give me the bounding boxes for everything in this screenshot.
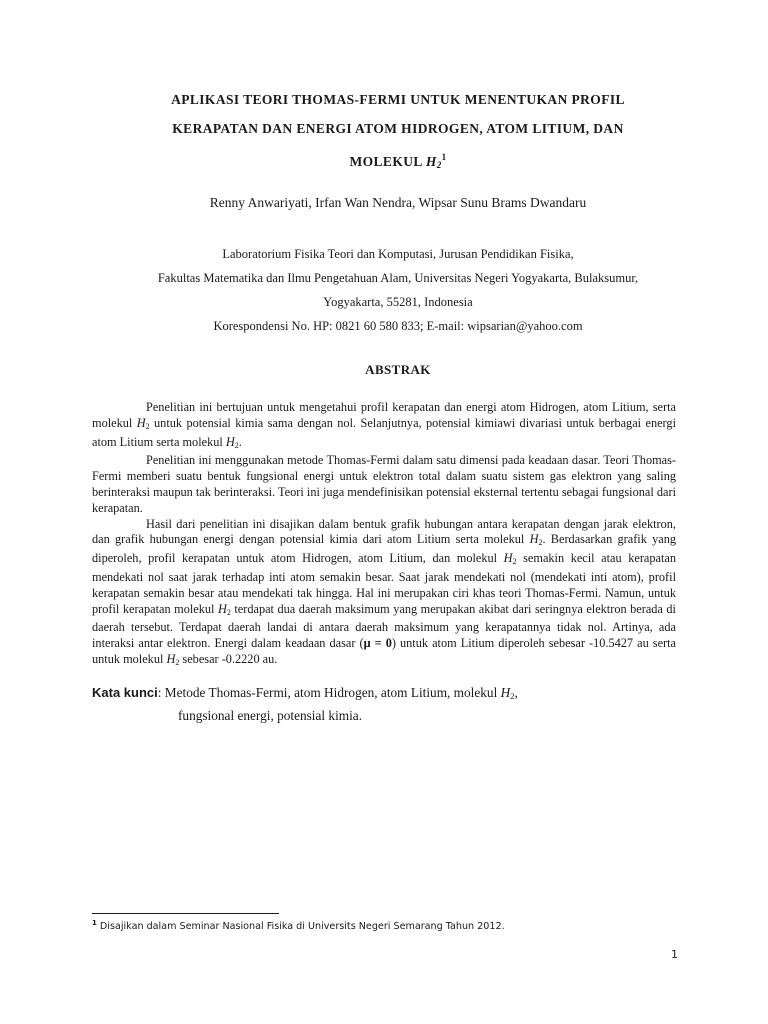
- chemical-potential-equation: μ = 0: [363, 636, 392, 651]
- molecule-subscript: 2: [512, 557, 517, 567]
- abstract-text: Penelitian ini bertujuan untuk mengetahui profil kerapatan dan energi atom Hidrogen, atom Litium, serta molekul: [92, 400, 676, 430]
- keywords-text: : Metode Thomas-Fermi, atom Hidrogen, atom Litium, molekul: [157, 685, 501, 700]
- title-molecule-symbol: H: [425, 154, 437, 169]
- abstract-text: .: [238, 434, 242, 449]
- molecule-symbol: H: [217, 601, 227, 616]
- molecule-subscript: 2: [226, 607, 231, 617]
- footnote: [92, 919, 692, 932]
- abstract-text: semakin kecil atau kerapatan mendekati nol saat jarak terhadap inti atom semakin besar. Saat jarak mendekati nol (mendekati inti atom), profil kerapatan semakin besar atau mendekati tak hingga. Hal ini merupakan ciri khas teori Thomas-Fermi. Namun, untuk profil kerapatan molekul: [92, 551, 677, 616]
- title-line-3: [92, 143, 704, 180]
- keywords-molecule-subscript: 2: [510, 691, 515, 701]
- molecule-subscript: 2: [145, 421, 150, 431]
- abstract-paragraph-3: [92, 517, 676, 671]
- title-footnote-marker: 1: [441, 152, 447, 162]
- molecule-symbol: H: [503, 551, 513, 566]
- keywords-label: Kata kunci: [92, 685, 158, 700]
- correspondence-line: Korespondensi No. HP: 0821 60 580 833; E-mail: wipsarian@yahoo.com: [213, 319, 583, 333]
- molecule-symbol: H: [166, 651, 176, 666]
- author-list: Renny Anwariyati, Irfan Wan Nendra, Wipsar Sunu Brams Dwandaru: [209, 195, 587, 210]
- abstract-paragraph-1: [92, 400, 676, 453]
- abstract-text: untuk potensial kimia sama dengan nol. Selanjutnya, potensial kimiawi divariasi untuk berbagai energi atom Litium serta molekul: [92, 415, 676, 449]
- affiliation-line-2: Fakultas Matematika dan Ilmu Pengetahuan Alam, Universitas Negeri Yogyakarta, Bulaksumur,: [157, 271, 639, 285]
- molecule-subscript: 2: [175, 657, 180, 667]
- affiliation-line-3: Yogyakarta, 55281, Indonesia: [323, 295, 473, 309]
- title-line-1: APLIKASI TEORI THOMAS-FERMI UNTUK MENENTUKAN PROFIL: [171, 92, 625, 107]
- keywords-text-end: ,: [514, 685, 518, 700]
- abstract-text: . Berdasarkan grafik yang diperoleh, profil kerapatan untuk atom Hidrogen, atom Litium, dan molekul: [92, 532, 676, 566]
- molecule-symbol: H: [529, 532, 539, 547]
- abstract-body: [92, 400, 676, 671]
- molecule-symbol: H: [136, 415, 146, 430]
- molecule-subscript: 2: [234, 440, 239, 450]
- paper-title: [92, 86, 704, 180]
- molecule-symbol: H: [225, 434, 235, 449]
- affiliation-line-1: Laboratorium Fisika Teori dan Komputasi, Jurusan Pendidikan Fisika,: [222, 247, 574, 261]
- abstract-text: ) untuk atom Litium diperoleh sebesar -10.5427 au serta untuk molekul: [92, 636, 676, 666]
- molecule-subscript: 2: [538, 538, 543, 548]
- footnote-divider: [92, 913, 279, 914]
- abstract-text: sebesar -0.2220 au.: [179, 651, 278, 666]
- footnote-marker: 1: [92, 919, 97, 927]
- keywords-molecule-symbol: H: [500, 685, 511, 700]
- title-line-2: KERAPATAN DAN ENERGI ATOM HIDROGEN, ATOM LITIUM, DAN: [172, 120, 624, 136]
- abstract-text: Hasil dari penelitian ini disajikan dalam bentuk grafik hubungan antara kerapatan dengan jarak elektron, dan grafik hubungan energi dengan potensial kimia dari atom Litium serta molekul: [92, 516, 676, 547]
- abstract-heading: ABSTRAK: [365, 362, 431, 377]
- title-molecule-subscript: 2: [436, 160, 442, 170]
- abstract-text: terdapat dua daerah maksimum yang merupakan akibat dari seringnya elektron berada di daerah tersebut. Terdapat daerah landai di antara daerah maksimum yang kerapatannya tidak nol. Artinya, ada interaksi antar elektron. Energi dalam keadaan dasar (: [92, 601, 676, 651]
- title-line-3-text: MOLEKUL: [349, 154, 426, 169]
- page-number: 1: [671, 948, 678, 961]
- keywords: [92, 683, 692, 725]
- affiliation: [80, 242, 716, 338]
- abstract-paragraph-2: Penelitian ini menggunakan metode Thomas-Fermi dalam satu dimensi pada keadaan dasar. Teori Thomas-Fermi memberi suatu bentuk fungsional energi untuk elektron total dalam suatu sistem gas elektron yang saling berinteraksi maupun tak berinteraksi. Teori ini juga mendefinisikan potensial eksternal tertentu sebagai fungsional dari kerapatan.: [92, 453, 676, 515]
- keywords-continuation: fungsional energi, potensial kimia.: [178, 708, 363, 723]
- footnote-text: Disajikan dalam Seminar Nasional Fisika di Universits Negeri Semarang Tahun 2012.: [96, 921, 505, 932]
